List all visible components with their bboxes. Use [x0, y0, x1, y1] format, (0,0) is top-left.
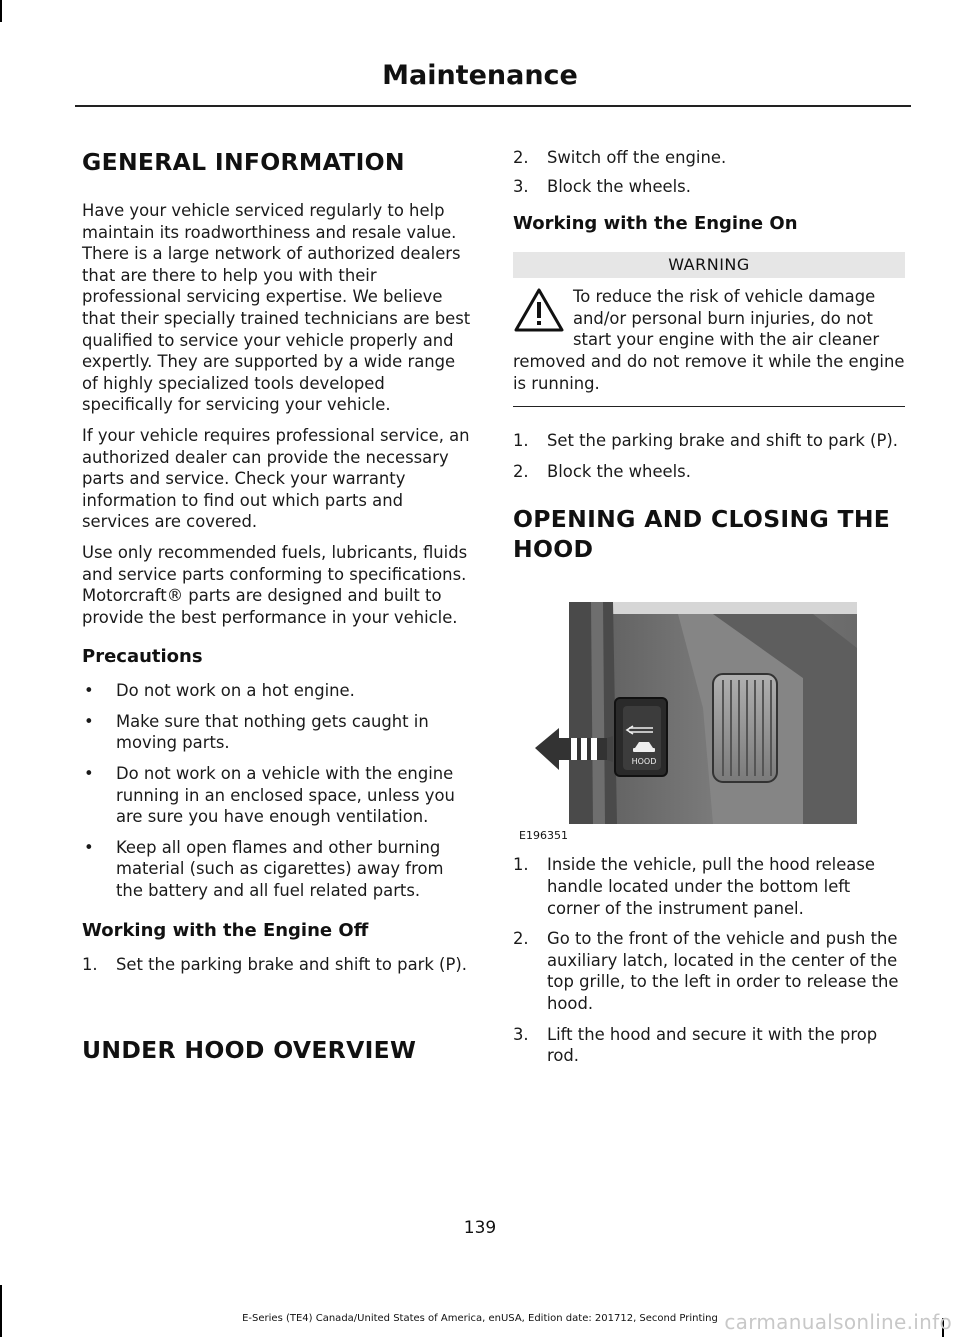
left-column — [82, 140, 474, 1065]
step-number: 2. — [513, 148, 529, 167]
hood-handle-label: HOOD — [631, 757, 657, 767]
list-item-text: Keep all open flames and other burning material (such as cigarettes) away from the battery and all fuel related parts. — [116, 837, 444, 901]
list-item-text: Block the wheels. — [547, 461, 691, 481]
list-item-text: Set the parking brake and shift to park (P). — [547, 431, 898, 451]
bullet: • — [84, 764, 94, 784]
step-number: 2. — [513, 929, 529, 949]
list-item-text: Switch off the engine. — [547, 148, 727, 167]
list-item — [513, 854, 905, 919]
bullet: • — [84, 681, 94, 701]
warning-text: To reduce the risk of vehicle damage and/or personal burn injuries, do not start your engine with the air cleaner removed and do not remove it while the engine is running. — [513, 287, 905, 393]
bullet: • — [84, 711, 94, 731]
step-number: 1. — [82, 954, 98, 974]
opening-closing-hood-heading — [513, 504, 905, 564]
warning-triangle-icon — [513, 286, 565, 334]
engine-off-steps-continued — [513, 147, 905, 197]
list-item — [82, 680, 474, 702]
list-item — [82, 711, 474, 754]
list-item — [82, 837, 474, 902]
under-hood-overview-heading: UNDER HOOD OVERVIEW — [82, 1036, 417, 1065]
figure-id: E196351 — [519, 829, 568, 843]
crop-mark-top-left — [0, 0, 2, 22]
step-number: 1. — [513, 431, 529, 451]
general-paragraph-3: Use only recommended fuels, lubricants, fluids and service parts conforming to specifications. Motorcraft® parts are designed and built to provide the best performance in your vehicle. — [82, 542, 468, 627]
list-item-text: Go to the front of the vehicle and push the auxiliary latch, located in the center of the top grille, to the left in order to release the hood. — [547, 929, 899, 1013]
list-item — [513, 1024, 905, 1067]
step-number: 3. — [513, 176, 529, 196]
page-number: 139 — [463, 1218, 497, 1238]
precautions-heading: Precautions — [82, 646, 203, 668]
general-paragraph-2: If your vehicle requires professional service, an authorized dealer can provide the necessary parts and service. Check your warranty information to find out which parts and services are covered. — [82, 425, 470, 532]
heading-line-1: OPENING AND CLOSING THE — [513, 505, 891, 534]
list-item-text: Do not work on a vehicle with the engine running in an enclosed space, unless you are sure you have enough ventilation. — [116, 764, 455, 827]
list-item — [513, 430, 905, 452]
step-number: 3. — [513, 1024, 529, 1044]
bullet: • — [84, 837, 94, 857]
list-item — [82, 763, 474, 828]
precautions-list — [82, 680, 474, 901]
list-item-text: Set the parking brake and shift to park (P). — [116, 954, 467, 974]
list-item-text: Lift the hood and secure it with the prop rod. — [547, 1024, 878, 1066]
right-column — [513, 140, 905, 1067]
general-paragraph-1: Have your vehicle serviced regularly to help maintain its roadworthiness and resale value. There is a large network of authorized dealers that are there to help you with their professional servicing expertise. We believe that their specially trained technicians are best qualified to service your vehicle properly and expertly. They are supported by a wide range of highly specialized tools developed specifically for servicing your vehicle. — [82, 201, 471, 415]
engine-on-heading: Working with the Engine On — [513, 213, 798, 235]
crop-mark-bottom-left — [0, 1285, 2, 1337]
header-rule — [75, 105, 911, 107]
list-item-text: Block the wheels. — [547, 176, 691, 196]
engine-off-steps — [82, 954, 474, 976]
engine-on-steps — [513, 430, 905, 482]
general-information-heading: GENERAL INFORMATION — [82, 148, 405, 176]
step-number: 2. — [513, 461, 529, 481]
warning-label: WARNING — [513, 252, 905, 278]
warning-box — [513, 252, 905, 407]
step-number: 1. — [513, 855, 529, 875]
warning-rule — [513, 406, 905, 407]
page-header-title: Maintenance — [382, 60, 578, 91]
hood-release-figure — [513, 588, 905, 843]
list-item — [82, 954, 474, 976]
list-item-text: Do not work on a hot engine. — [116, 681, 355, 701]
list-item — [513, 461, 905, 483]
warning-body — [513, 286, 905, 394]
list-item — [513, 176, 905, 198]
hood-release-illustration — [513, 588, 905, 843]
list-item — [513, 147, 905, 169]
list-item-text: Make sure that nothing gets caught in moving parts. — [116, 711, 429, 753]
engine-off-heading: Working with the Engine Off — [82, 919, 369, 941]
hood-steps — [513, 854, 905, 1066]
list-item-text: Inside the vehicle, pull the hood release handle located under the bottom left corner of the instrument panel. — [547, 855, 875, 918]
list-item — [513, 928, 905, 1014]
heading-line-2: HOOD — [513, 535, 594, 564]
edition-info: E-Series (TE4) Canada/United States of America, enUSA, Edition date: 201712, Second Printing — [242, 1313, 718, 1324]
watermark: carmanualsonline.info — [724, 1310, 952, 1334]
